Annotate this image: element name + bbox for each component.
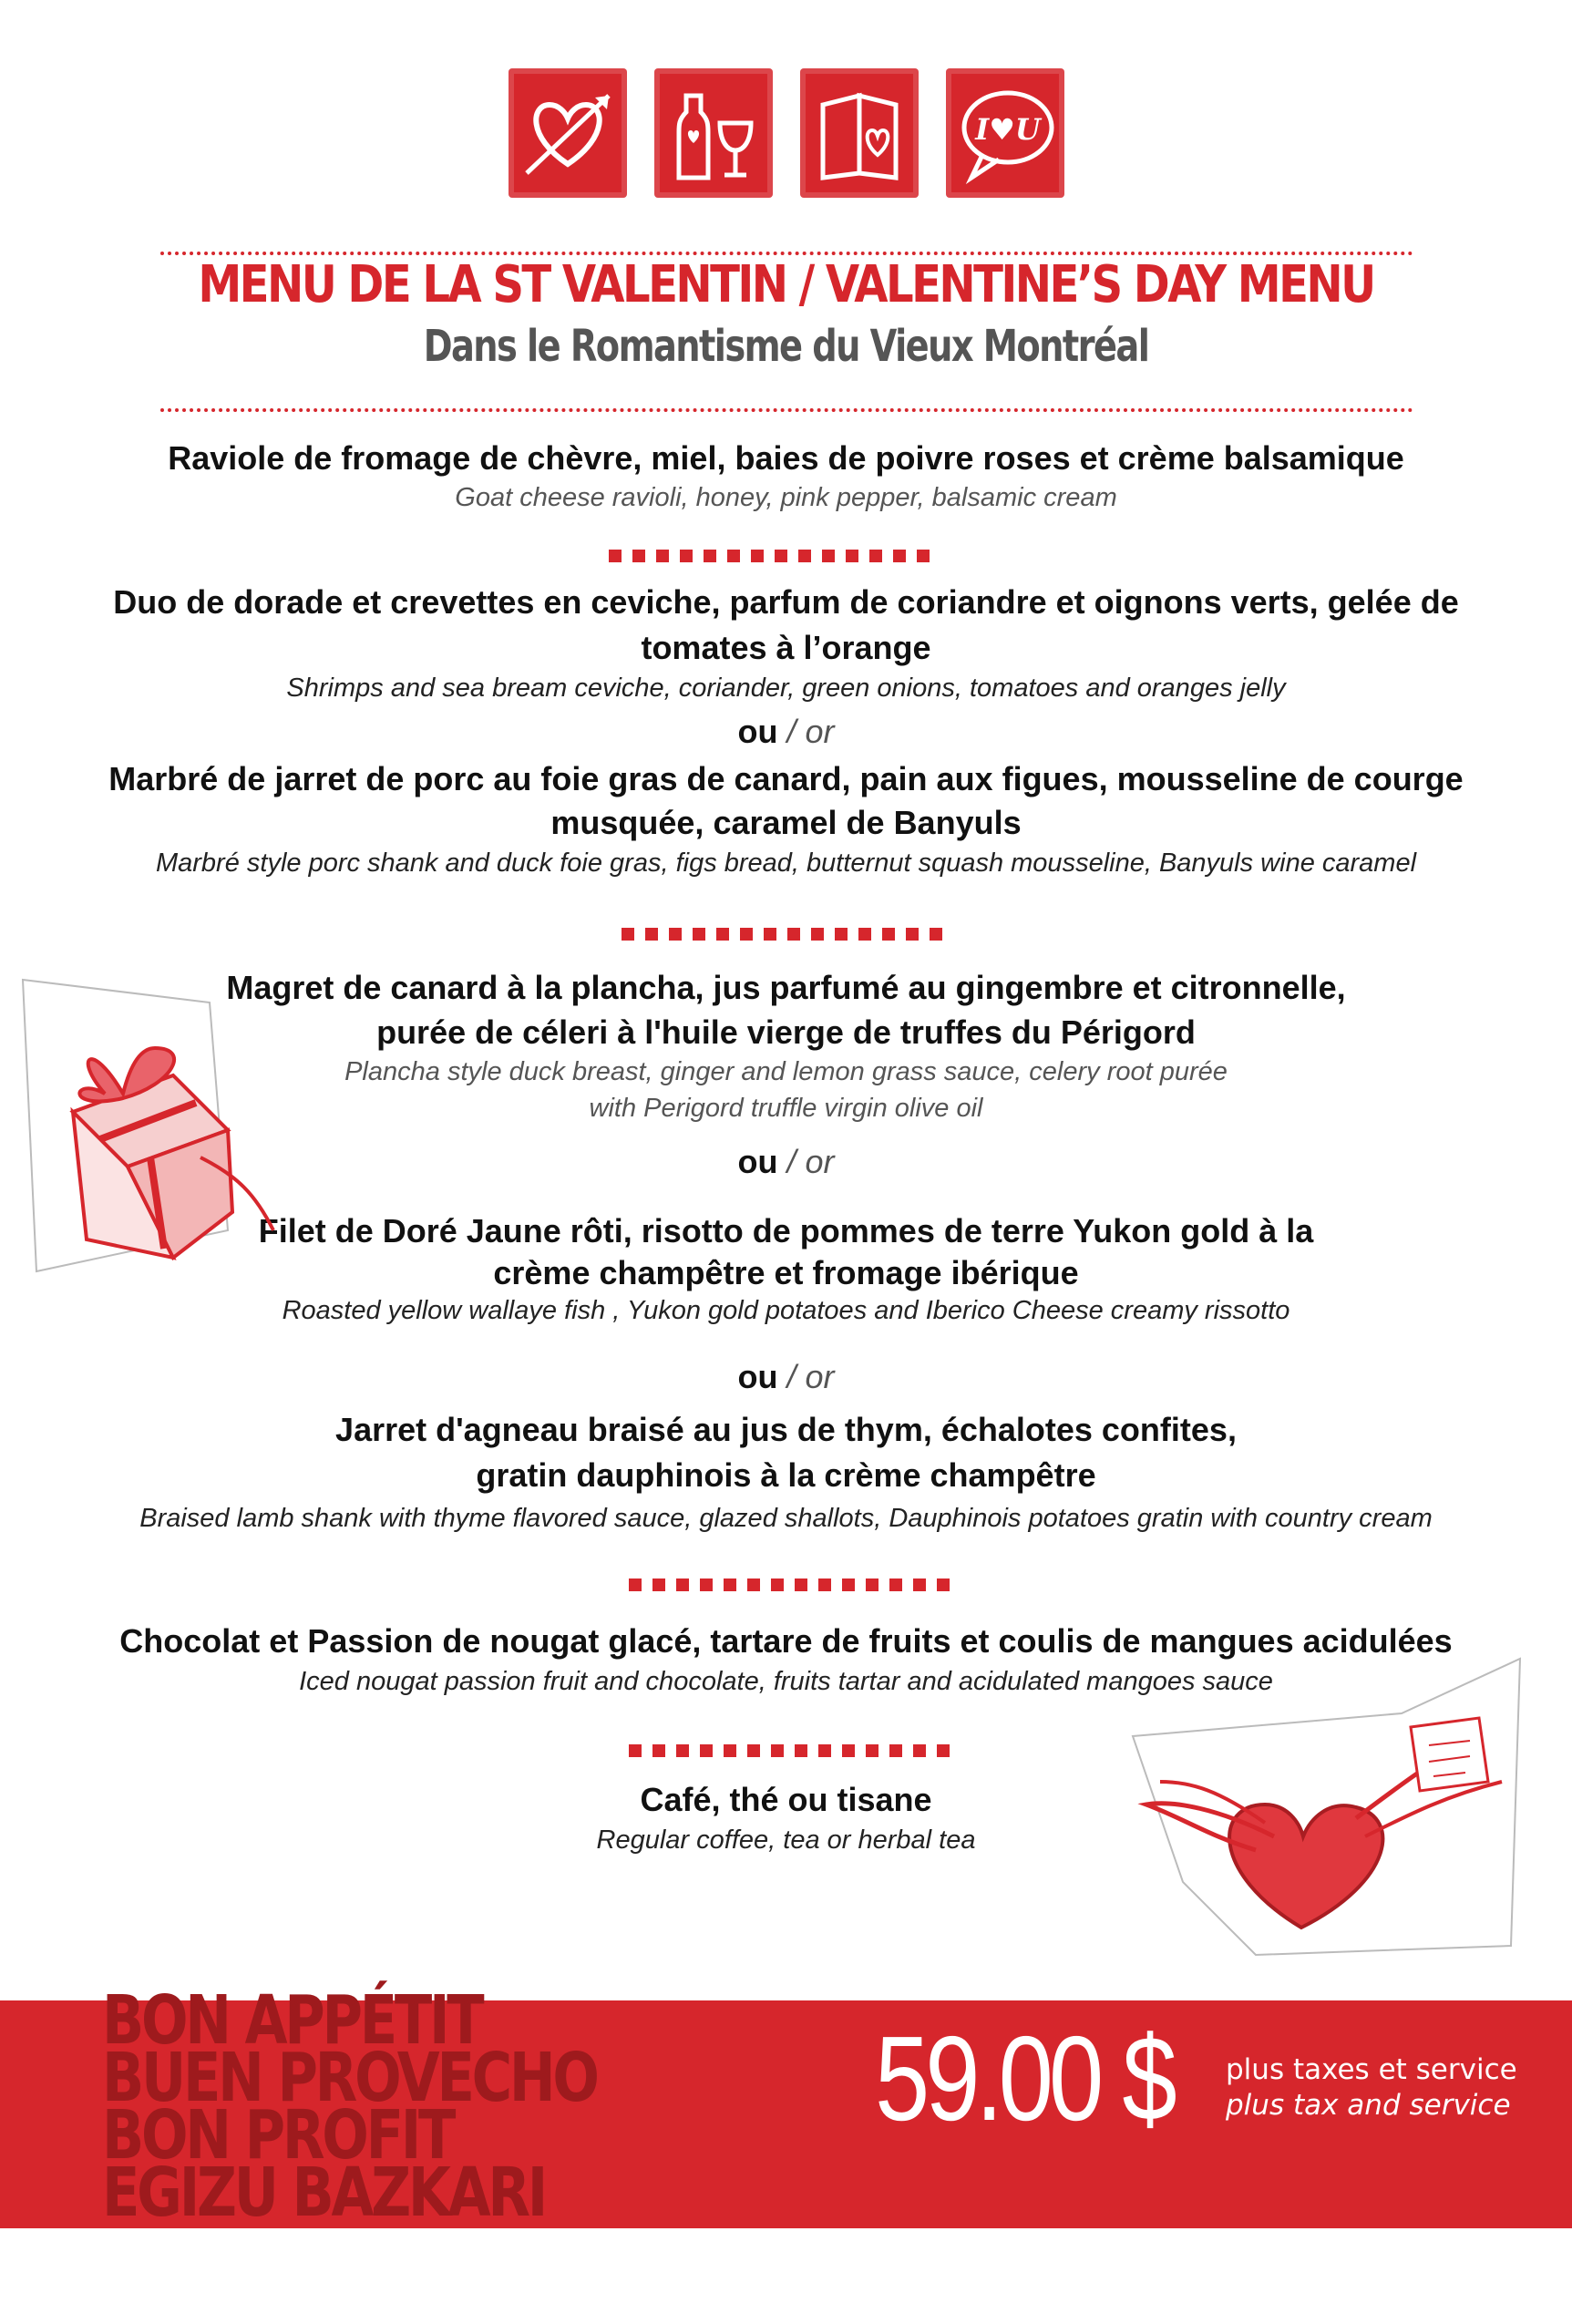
course3b-english: Roasted yellow wallaye fish , Yukon gold potatoes and Iberico Cheese creamy rissotto: [282, 1296, 1290, 1325]
page-subtitle: Dans le Romantisme du Vieux Montréal: [423, 321, 1149, 372]
course2a-english: Shrimps and sea bream ceviche, coriander, green onions, tomatoes and oranges jelly: [286, 674, 1286, 703]
course1-french: Raviole de fromage de chèvre, miel, baies de poivre roses et crème balsamique: [168, 439, 1404, 477]
or-text: or: [805, 1143, 835, 1180]
or-divider: [0, 713, 1572, 751]
gift-box-sketch: [18, 975, 292, 1276]
course3a-french-line2: purée de céleri à l'huile vierge de truffes du Périgord: [376, 1013, 1196, 1051]
greeting-1: BON APPÉTIT: [102, 1981, 482, 2060]
slash-text: /: [777, 1358, 806, 1395]
winged-heart-sketch: [1128, 1654, 1529, 1959]
course4-french: Chocolat et Passion de nougat glacé, tartare de fruits et coulis de mangues acidulées: [119, 1622, 1453, 1660]
course3a-french-line1: Magret de canard à la plancha, jus parfumé au gingembre et citronnelle,: [226, 969, 1346, 1006]
greeting-2: BUEN PROVECHO: [102, 2039, 597, 2117]
course4-english: Iced nougat passion fruit and chocolate, fruits tartar and acidulated mangoes sauce: [299, 1667, 1273, 1696]
course3c-french-line1: Jarret d'agneau braisé au jus de thym, échalotes confites,: [335, 1411, 1237, 1448]
menu-price: 59.00 $: [875, 2011, 1173, 2145]
taxes-french: plus taxes et service: [1226, 2053, 1517, 2086]
or-text: or: [805, 713, 835, 750]
course5-english: Regular coffee, tea or herbal tea: [596, 1825, 976, 1855]
or-text: or: [805, 1358, 835, 1395]
greeting-3: BON PROFIT: [102, 2096, 454, 2175]
course-separator: [629, 1744, 955, 1757]
course2a-french-line1: Duo de dorade et crevettes en ceviche, parfum de coriandre et oignons verts, gelée de: [113, 583, 1459, 621]
taxes-english: plus tax and service: [1226, 2089, 1511, 2122]
icon-ilu-text: I♥U: [975, 112, 1041, 147]
greeting-4: EGIZU BAZKARI: [102, 2154, 546, 2232]
slash-text: /: [777, 713, 806, 750]
course5-french: Café, thé ou tisane: [640, 1781, 932, 1818]
slash-text: /: [777, 1143, 806, 1180]
ou-text: ou: [737, 1143, 778, 1180]
card-heart-icon: [800, 68, 919, 198]
course-separator: [622, 928, 948, 941]
course3a-english-line1: Plancha style duck breast, ginger and lemon grass sauce, celery root purée: [344, 1057, 1228, 1086]
wine-glass-icon: [654, 68, 773, 198]
heart-arrow-icon: [509, 68, 627, 198]
course3a-english-line2: with Perigord truffle virgin olive oil: [589, 1094, 983, 1123]
bottom-dotted-divider: [160, 408, 1413, 412]
course1-english: Goat cheese ravioli, honey, pink pepper, balsamic cream: [455, 483, 1117, 512]
course-separator: [609, 550, 933, 562]
course-separator: [629, 1578, 955, 1591]
or-divider: [0, 1358, 1572, 1396]
course3c-french-line2: gratin dauphinois à la crème champêtre: [476, 1456, 1096, 1494]
course3b-french-line1: Filet de Doré Jaune rôti, risotto de pommes de terre Yukon gold à la: [258, 1212, 1314, 1249]
page-title: MENU DE LA ST VALENTIN / VALENTINE’S DAY MENU: [198, 255, 1374, 314]
ou-text: ou: [737, 1358, 778, 1395]
course2b-french-line1: Marbré de jarret de porc au foie gras de canard, pain aux figues, mousseline de courge: [108, 760, 1464, 797]
course2b-french-line2: musquée, caramel de Banyuls: [550, 804, 1022, 841]
course2b-english: Marbré style porc shank and duck foie gras, figs bread, butternut squash mousseline, Banyuls wine caramel: [155, 848, 1417, 878]
course3c-english: Braised lamb shank with thyme flavored sauce, glazed shallots, Dauphinois potatoes gratin with country cream: [139, 1504, 1433, 1533]
ou-text: ou: [737, 713, 778, 750]
course3b-french-line2: crème champêtre et fromage ibérique: [493, 1254, 1079, 1291]
i-love-you-bubble-icon: [946, 68, 1064, 198]
course2a-french-line2: tomates à l’orange: [641, 629, 931, 666]
